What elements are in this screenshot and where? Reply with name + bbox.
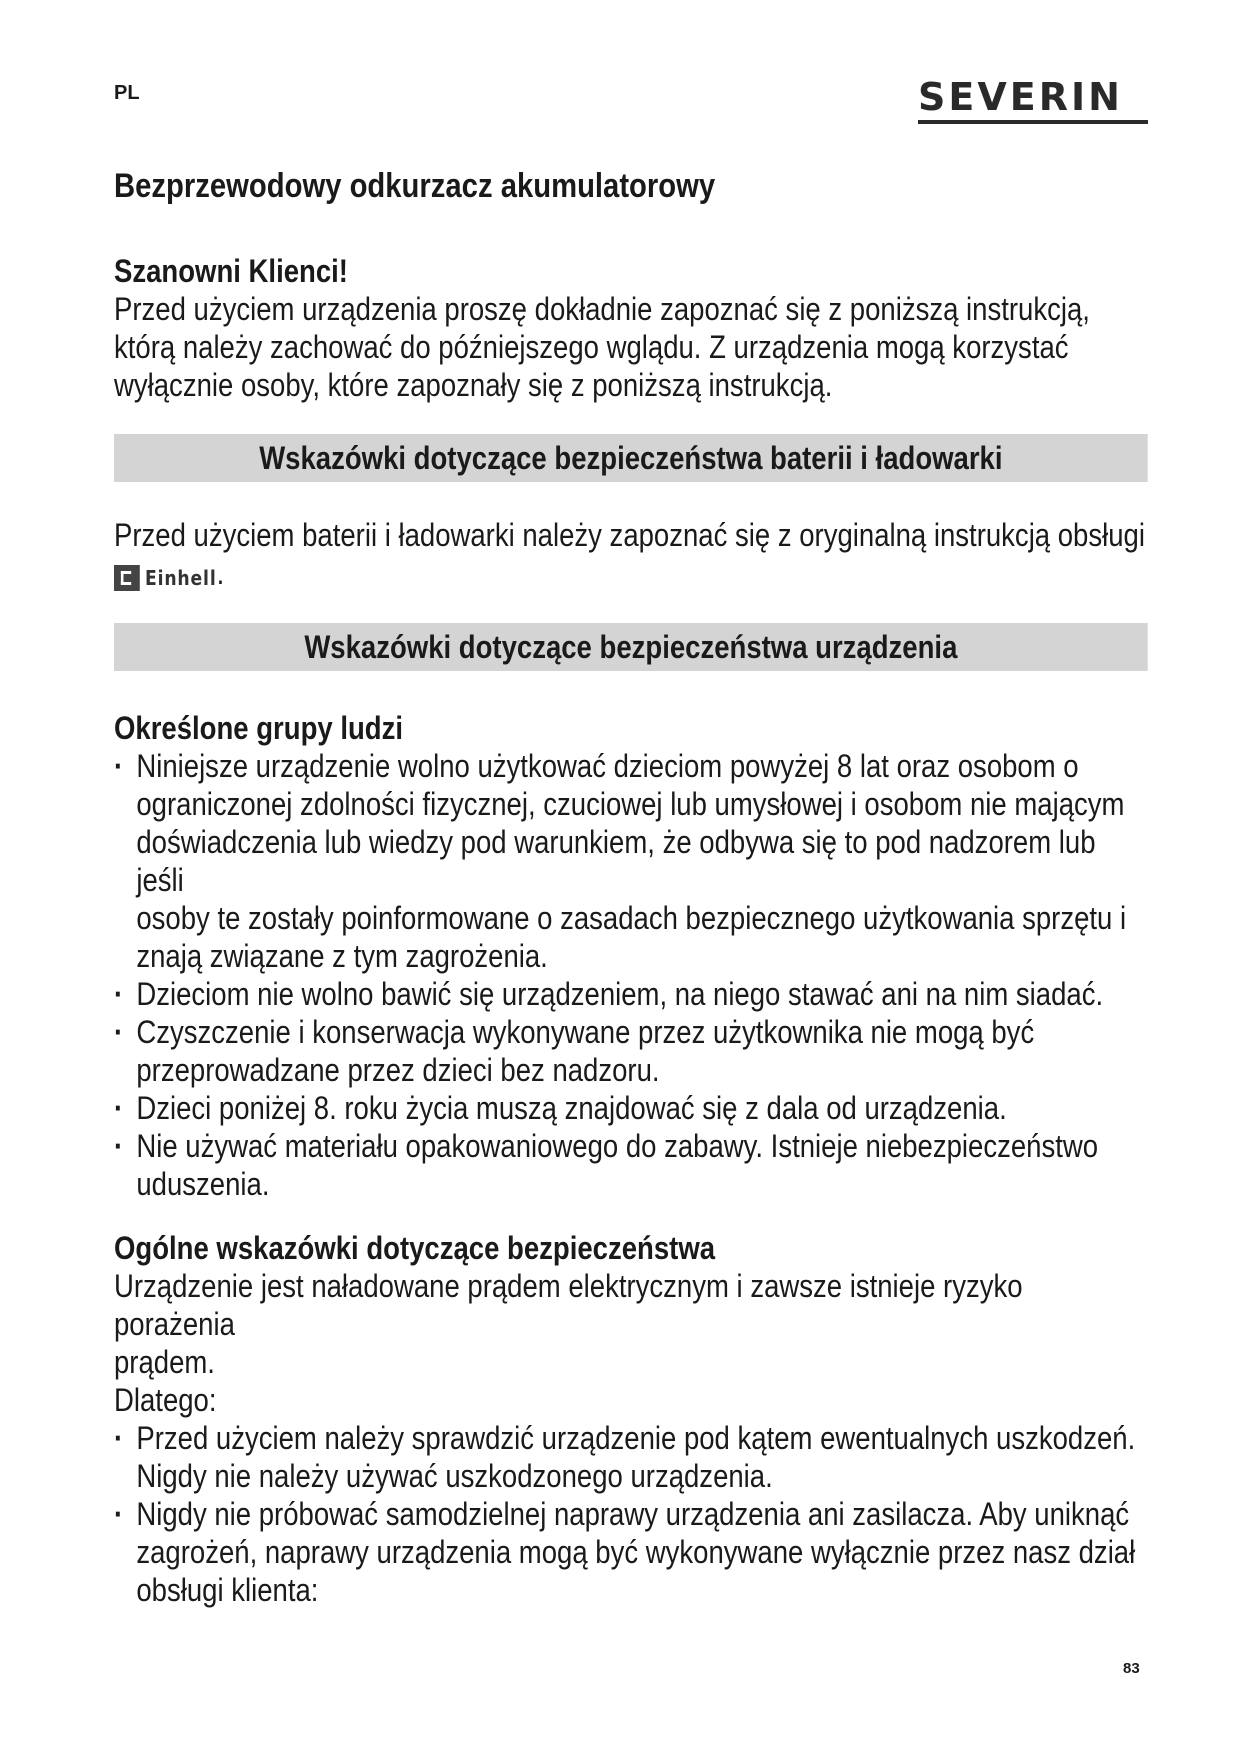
intro-line: wyłącznie osoby, które zapoznały się z poniższą instrukcją. (114, 367, 833, 403)
list-item (114, 1419, 1148, 1495)
einhell-line (114, 554, 1148, 597)
list-item-line: znają związane z tym zagrożenia. (136, 937, 548, 974)
page-number: 83 (1123, 1660, 1140, 1677)
section-bar-battery: Wskazówki dotyczące bezpieczeństwa baterii i ładowarki (114, 434, 1148, 482)
general-list (114, 1419, 1148, 1609)
general-heading: Ogólne wskazówki dotyczące bezpieczeństwa (114, 1229, 716, 1266)
list-item (114, 747, 1148, 975)
list-item-line: · Dzieciom nie wolno bawić się urządzeniem, na niego stawać ani na nim siadać. (136, 975, 1104, 1012)
battery-suffix: . (216, 555, 225, 591)
section-bar-device: Wskazówki dotyczące bezpieczeństwa urządzenia (114, 623, 1148, 671)
einhell-logo (114, 559, 217, 597)
list-item (114, 1013, 1148, 1089)
brand-underline (918, 120, 1148, 124)
general-line: Dlatego: (114, 1381, 217, 1418)
language-label: PL (114, 82, 140, 104)
list-item-line: doświadczenia lub wiedzy pod warunkiem, że odbywa się to pod nadzorem lub jeśli (136, 823, 1096, 898)
list-item-line: osoby te zostały poinformowane o zasadach bezpiecznego użytkowania sprzętu i (136, 899, 1127, 936)
groups-list (114, 747, 1148, 1203)
list-item-line: · Przed użyciem należy sprawdzić urządzenie pod kątem ewentualnych uszkodzeń. (136, 1419, 1136, 1456)
list-item-line: Nigdy nie należy używać uszkodzonego urządzenia. (136, 1457, 773, 1494)
list-item-line: · Nie używać materiału opakowaniowego do zabawy. Istnieje niebezpieczeństwo (136, 1127, 1099, 1164)
greeting-heading: Szanowni Klienci! (114, 253, 348, 289)
list-item-line: ograniczonej zdolności fizycznej, czuciowej lub umysłowej i osobom nie mającym (136, 785, 1125, 822)
list-item-line: obsługi klienta: (136, 1571, 319, 1608)
list-item-line: · Dzieci poniżej 8. roku życia muszą znajdować się z dala od urządzenia. (136, 1089, 1007, 1126)
brand-name: SEVERIN (918, 75, 1123, 119)
list-item-line: zagrożeń, naprawy urządzenia mogą być wykonywane wyłącznie przez nasz dział (136, 1533, 1136, 1570)
list-item (114, 1127, 1148, 1203)
battery-text: Przed użyciem baterii i ładowarki należy zapoznać się z oryginalną instrukcją obsługi (114, 517, 1145, 553)
general-line: Urządzenie jest naładowane prądem elektrycznym i zawsze istnieje ryzyko porażenia (114, 1267, 1023, 1342)
einhell-logo-icon (114, 565, 140, 591)
list-item-line: przeprowadzane przez dzieci bez nadzoru. (136, 1051, 660, 1088)
list-item (114, 1495, 1148, 1609)
list-item-line: · Niniejsze urządzenie wolno użytkować dzieciom powyżej 8 lat oraz osobom o (136, 747, 1079, 784)
list-item-line: · Czyszczenie i konserwacja wykonywane przez użytkownika nie mogą być (136, 1013, 1035, 1050)
page-content (114, 166, 1145, 1609)
list-item-line: uduszenia. (136, 1165, 270, 1202)
severin-logo (918, 76, 1148, 124)
intro-line: Przed użyciem urządzenia proszę dokładnie zapoznać się z poniższą instrukcją, (114, 291, 1090, 327)
list-item (114, 975, 1148, 1013)
general-line: prądem. (114, 1343, 215, 1380)
list-item (114, 1089, 1148, 1127)
einhell-logo-text: Einhell (144, 565, 217, 590)
intro-line: którą należy zachować do późniejszego wglądu. Z urządzenia mogą korzystać (114, 329, 1069, 365)
page-title: Bezprzewodowy odkurzacz akumulatorowy (114, 167, 716, 205)
list-item-line: · Nigdy nie próbować samodzielnej naprawy urządzenia ani zasilacza. Aby uniknąć (136, 1495, 1130, 1532)
groups-heading: Określone grupy ludzi (114, 709, 404, 746)
